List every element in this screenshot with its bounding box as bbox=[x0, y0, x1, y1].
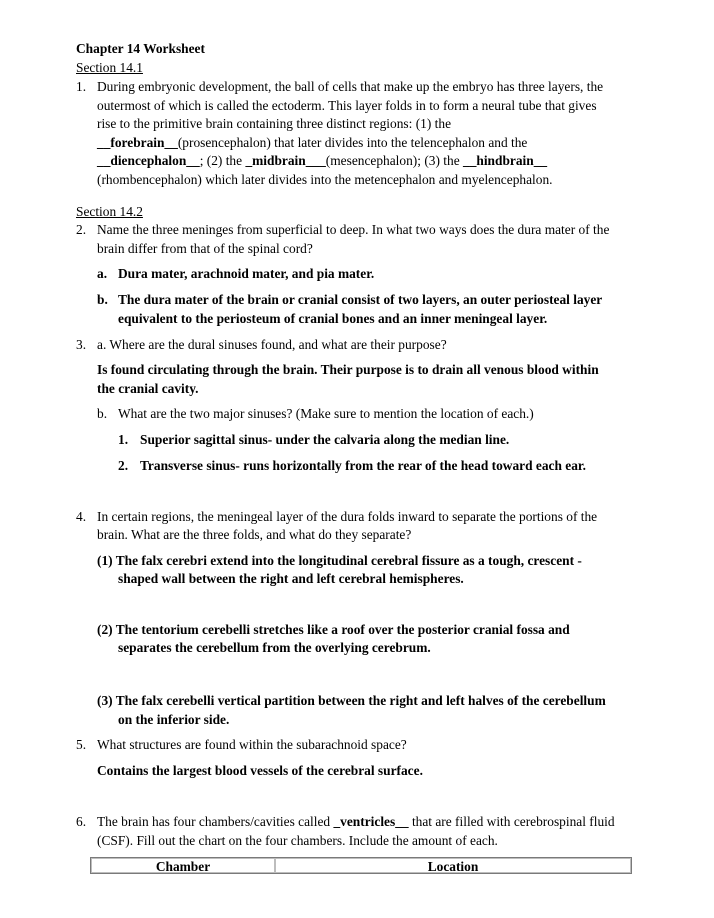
q2b-label: b. bbox=[97, 292, 108, 307]
q3a-answer: Is found circulating through the brain. Their purpose is to drain all venous blood within bbox=[97, 362, 599, 377]
q2a-answer: Dura mater, arachnoid mater, and pia mater. bbox=[118, 266, 375, 281]
q1-text: (prosencephalon) that later divides into the telencephalon and the bbox=[177, 135, 528, 150]
chambers-table bbox=[90, 857, 632, 874]
q3b-label: b. bbox=[97, 406, 108, 421]
sinus-item: Transverse sinus- runs horizontally from the rear of the head toward each ear. bbox=[140, 458, 586, 473]
fold-answer: (3) The falx cerebelli vertical partition between the right and left halves of the cerebellum bbox=[97, 693, 606, 708]
q6-number: 6. bbox=[76, 814, 87, 829]
q1-line bbox=[97, 134, 527, 152]
sinus-item-label: 2. bbox=[118, 458, 129, 473]
q6-line bbox=[97, 813, 615, 831]
answer-forebrain: __forebrain__ bbox=[97, 135, 178, 150]
fold-answer: (2) The tentorium cerebelli stretches like a roof over the posterior cranial fossa and bbox=[97, 622, 570, 637]
q2-line: brain differ from that of the spinal cord? bbox=[97, 241, 313, 256]
answer-diencephalon: __diencephalon__ bbox=[97, 153, 200, 168]
q1-line: (rhombencephalon) which later divides into the metencephalon and myelencephalon. bbox=[97, 172, 553, 187]
q2b-answer: The dura mater of the brain or cranial consist of two layers, an outer periosteal layer bbox=[118, 292, 603, 307]
q2b-answer: equivalent to the periosteum of cranial bones and an inner meningeal layer. bbox=[118, 311, 548, 326]
fold-answer: on the inferior side. bbox=[118, 712, 230, 727]
q3b-question: What are the two major sinuses? (Make sure to mention the location of each.) bbox=[118, 406, 534, 421]
q4-line: In certain regions, the meningeal layer of the dura folds inward to separate the portions of the bbox=[97, 509, 598, 524]
sinus-item-label: 1. bbox=[118, 432, 129, 447]
q3-line: a. Where are the dural sinuses found, and what are their purpose? bbox=[97, 337, 447, 352]
q1-line bbox=[97, 152, 547, 170]
q5-answer: Contains the largest blood vessels of the cerebral surface. bbox=[97, 763, 423, 778]
q3a-answer: the cranial cavity. bbox=[97, 381, 199, 396]
sinus-item: Superior sagittal sinus- under the calvaria along the median line. bbox=[140, 432, 510, 447]
table-header-location: Location bbox=[275, 858, 631, 873]
q1-line: rise to the primitive brain containing three distinct regions: (1) the bbox=[97, 116, 452, 131]
q1-line: During embryonic development, the ball of cells that make up the embryo has three layers, the bbox=[97, 79, 604, 94]
fold-answer: separates the cerebellum from the overlying cerebrum. bbox=[118, 640, 431, 655]
q2-line: Name the three meninges from superficial to deep. In what two ways does the dura mater of the bbox=[97, 222, 610, 237]
q6-text: The brain has four chambers/cavities called bbox=[97, 814, 334, 829]
q1-text: ; (2) the bbox=[199, 153, 246, 168]
worksheet-title: Chapter 14 Worksheet bbox=[76, 41, 205, 56]
table-header-chamber: Chamber bbox=[91, 858, 275, 873]
q1-text: (mesencephalon); (3) the bbox=[325, 153, 463, 168]
q3-number: 3. bbox=[76, 337, 87, 352]
answer-hindbrain: __hindbrain__ bbox=[463, 153, 548, 168]
q4-number: 4. bbox=[76, 509, 87, 524]
q5-line: What structures are found within the subarachnoid space? bbox=[97, 737, 407, 752]
section-heading-14-2: Section 14.2 bbox=[76, 204, 143, 219]
fold-answer: shaped wall between the right and left cerebral hemispheres. bbox=[118, 571, 464, 586]
q4-line: brain. What are the three folds, and what do they separate? bbox=[97, 527, 412, 542]
q6-line: (CSF). Fill out the chart on the four chambers. Include the amount of each. bbox=[97, 833, 498, 848]
q6-text: that are filled with cerebrospinal fluid bbox=[408, 814, 615, 829]
answer-midbrain: _midbrain___ bbox=[245, 153, 326, 168]
q2-number: 2. bbox=[76, 222, 87, 237]
q2a-label: a. bbox=[97, 266, 108, 281]
section-heading-14-1: Section 14.1 bbox=[76, 60, 143, 75]
answer-ventricles: _ventricles__ bbox=[333, 814, 409, 829]
q1-number: 1. bbox=[76, 79, 87, 94]
fold-answer: (1) The falx cerebri extend into the longitudinal cerebral fissure as a tough, crescent - bbox=[97, 553, 582, 568]
q5-number: 5. bbox=[76, 737, 87, 752]
q1-line: outermost of which is called the ectoderm. This layer folds in to form a neural tube that gives bbox=[97, 98, 597, 113]
